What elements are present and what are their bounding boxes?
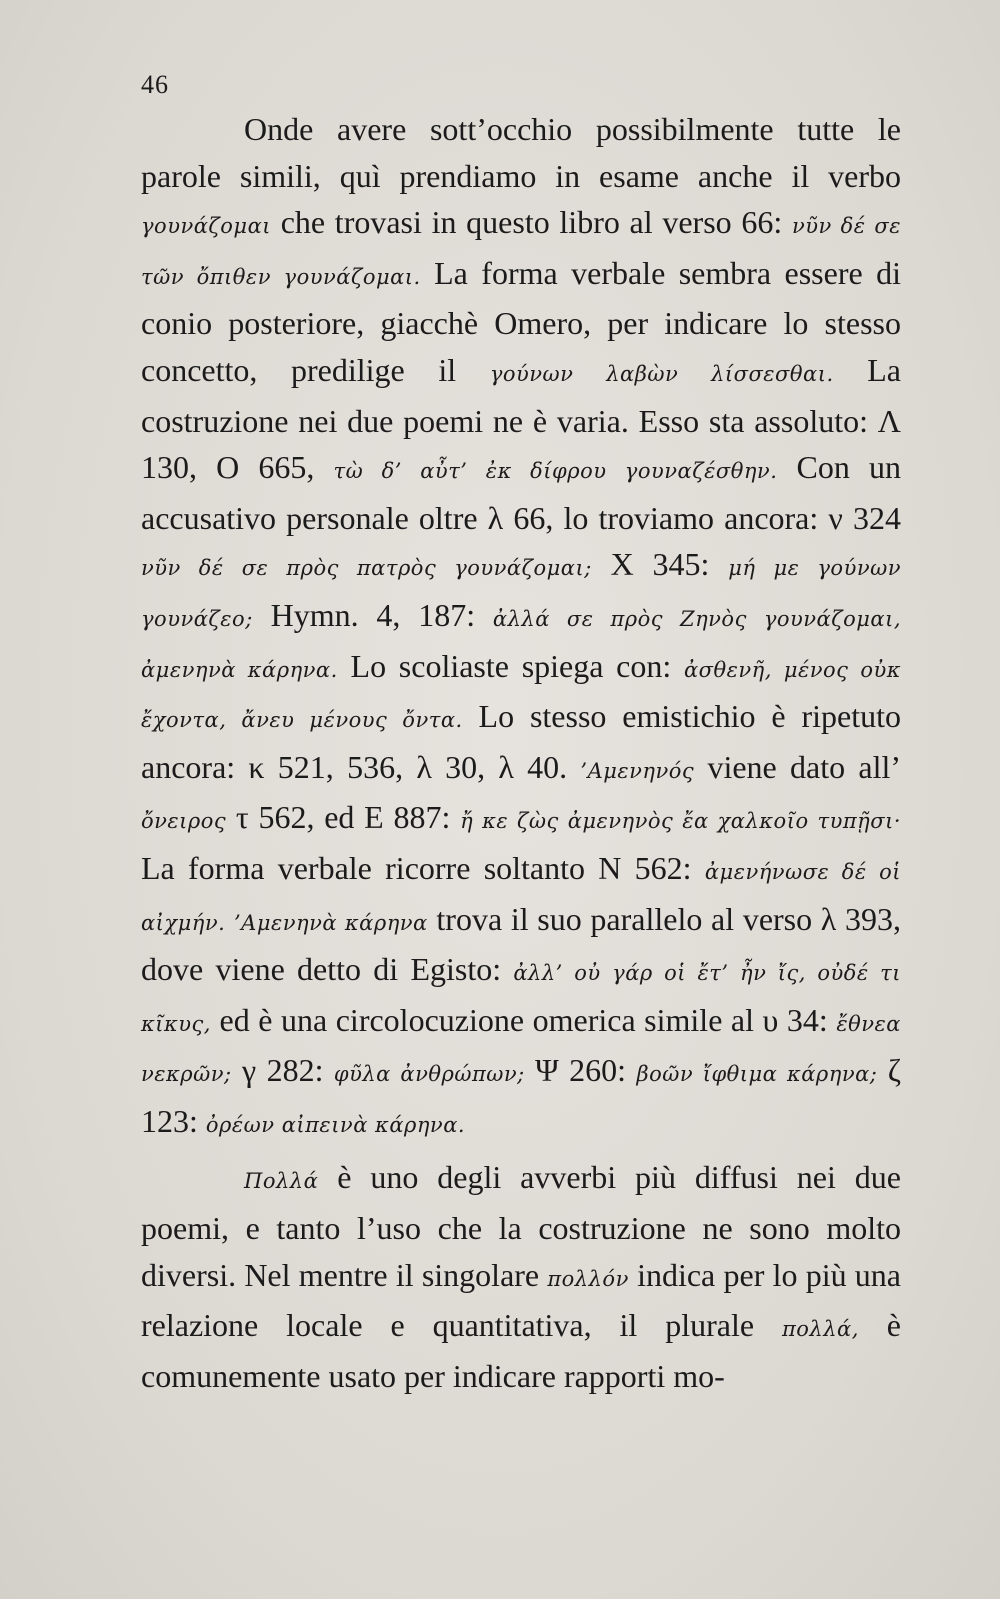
- page-number: 46: [141, 70, 169, 99]
- text-run: Hymn. 4, 187:: [252, 596, 493, 633]
- text-run: Con un accusativo personale oltre λ 66, lo troviamo ancora: ν 324: [141, 449, 902, 536]
- text-run: che trovasi in questo libro al verso 66:: [271, 204, 792, 241]
- greek-quotation: φῦλα ἀνθρώπων;: [333, 1062, 525, 1087]
- text-run: [225, 901, 234, 937]
- greek-quotation: ἀμενήνωσε δέ οἱ αἰχμήν.: [141, 859, 901, 935]
- greek-quotation: Πολλά: [244, 1169, 319, 1194]
- greek-quotation: γουνάζομαι: [141, 214, 271, 239]
- text-run: ζ 123:: [141, 1052, 902, 1139]
- greek-quotation: βοῶν ἴφθιμα κάρηνα;: [636, 1062, 878, 1087]
- greek-quotation: ἀλλά σε πρὸς Ζηνὸς γουνάζομαι,: [492, 606, 901, 631]
- greek-quotation: ἔθνεα νεκρῶν;: [141, 1011, 901, 1087]
- text-run: Χ 345:: [591, 546, 729, 583]
- text-run: indica per lo più una relazione locale e quantitativa, il plurale: [141, 1256, 902, 1344]
- text-run: ed è una circolocuzione omerica simile al υ 34:: [210, 1001, 837, 1038]
- greek-quotation: μή με γούνων γουνάζεο;: [141, 556, 901, 631]
- greek-quotation: ’Αμενηνὰ κάρηνα: [234, 910, 428, 935]
- greek-quotation: ὀρέων αἰπεινὰ κάρηνα.: [205, 1112, 466, 1137]
- paragraph: [141, 1154, 901, 1399]
- text-run: Lo stesso emistichio è ripetuto ancora: κ 521, 536, λ 30, λ 40.: [141, 698, 902, 785]
- text-run: La forma verbale sembra essere di conio posteriore, giacchè Omero, per indicare lo stesso concetto, predilige il: [141, 254, 901, 388]
- text-run: La costruzione nei due poemi ne è varia. Esso sta assoluto: Λ 130, Ο 665,: [141, 351, 902, 486]
- greek-quotation: ἀσθενῆ, μένος οὐκ ἔχοντα, ἄνευ μένους ὄντα.: [141, 657, 901, 733]
- text-run: trova il suo parallelo al verso λ 393, dove viene detto di Egisto:: [141, 900, 902, 988]
- greek-quotation: ἀλλ’ οὐ γάρ οἱ ἔτ’ ἦν ἴς, οὐδέ τι κῖκυς,: [141, 961, 901, 1036]
- greek-quotation: γούνων λαβὼν λίσσεσθαι.: [489, 361, 834, 386]
- greek-quotation: πολλόν: [547, 1266, 629, 1291]
- greek-quotation: ἤ κε ζὼς ἀμενηνὸς ἔα χαλκοῖο τυπῇσι·: [460, 809, 902, 834]
- greek-quotation: πολλά,: [781, 1317, 859, 1342]
- text-run: Onde avere sott’occhio possibilmente tutte le parole simili, quì prendiamo in esame anche il verbo: [141, 111, 901, 194]
- text-run: γ 282:: [231, 1052, 334, 1089]
- text-run: Lo scoliaste spiega con:: [337, 647, 684, 684]
- text-run: è comunemente usato per indicare rapporti mo-: [141, 1307, 901, 1394]
- text-run: La forma verbale ricorre soltanto Ν 562:: [141, 849, 705, 886]
- text-run: Ψ 260:: [524, 1052, 637, 1089]
- greek-quotation: ’Αμενηνός: [580, 758, 695, 783]
- greek-quotation: νῦν δέ σε πρὸς πατρὸς γουνάζομαι;: [141, 556, 592, 581]
- body-text: [141, 106, 901, 1399]
- text-run: τ 562, ed Ε 887:: [226, 799, 461, 836]
- greek-quotation: ὄνειρος: [141, 809, 227, 834]
- text-run: è uno degli avverbi più diffusi nei due poemi, e tanto l’uso che la costruzione ne sono molto diversi. Nel mentre il singolare: [141, 1159, 901, 1293]
- greek-quotation: τὼ δ’ αὖτ’ ἐκ δίφρου γουναζέσθην.: [333, 459, 778, 484]
- paragraph: [141, 106, 901, 1148]
- greek-quotation: ἀμενηνὰ κάρηνα.: [141, 657, 338, 682]
- greek-quotation: νῦν δέ σε τῶν ὄπιθεν γουνάζομαι.: [141, 214, 901, 289]
- text-run: viene dato all’: [694, 748, 902, 785]
